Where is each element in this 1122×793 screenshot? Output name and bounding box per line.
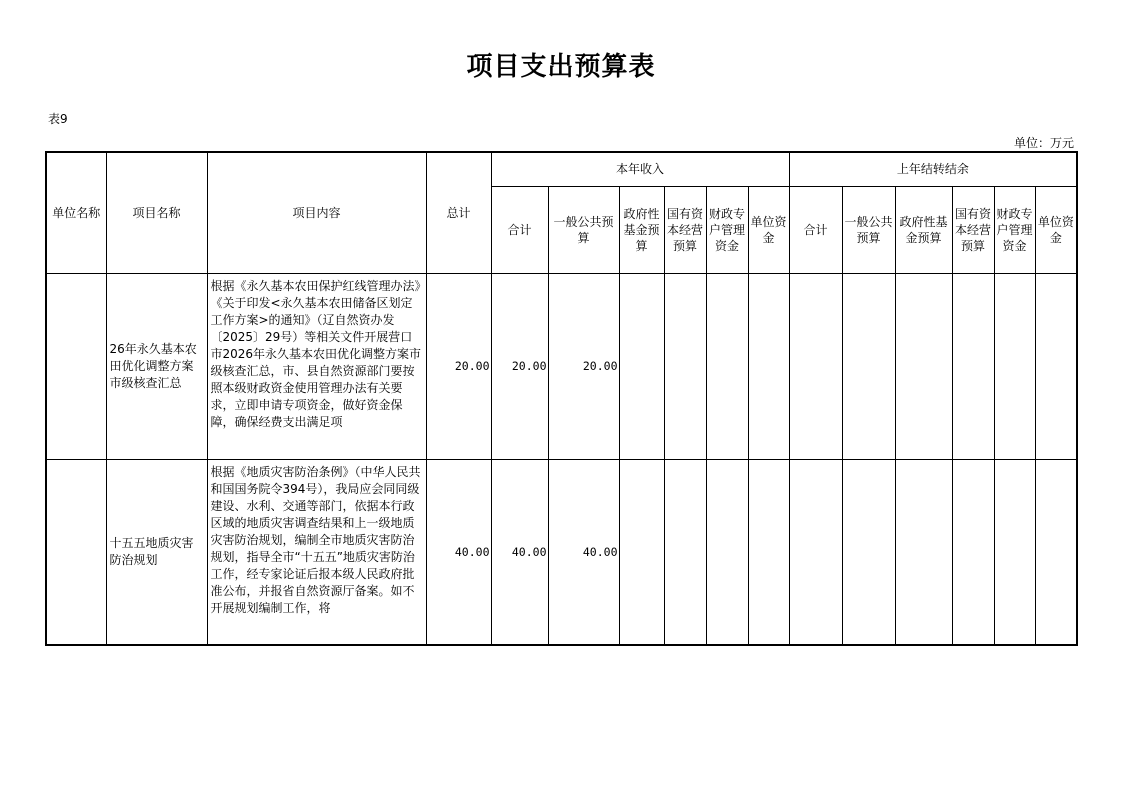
header-total: 总计 (426, 152, 491, 273)
header-income-state-capital: 国有资本经营预算 (664, 186, 706, 273)
header-current-year-income: 本年收入 (491, 152, 789, 186)
header-unit-name: 单位名称 (46, 152, 106, 273)
page-title: 项目支出预算表 (466, 52, 656, 82)
header-project-content: 项目内容 (207, 152, 426, 273)
table-row (46, 273, 1077, 459)
header-income-unit-funds: 单位资金 (748, 186, 789, 273)
cell-income-state-capital (664, 273, 706, 459)
header-carryover-subtotal: 合计 (789, 186, 842, 273)
cell-carryover-gov-fund (895, 459, 952, 645)
header-carryover-state-capital: 国有资本经营预算 (952, 186, 994, 273)
header-income-subtotal: 合计 (491, 186, 548, 273)
table-number: 表9 (48, 112, 68, 126)
cell-carryover-gov-fund (895, 273, 952, 459)
cell-carryover-fiscal-special (994, 459, 1035, 645)
cell-income-unit-funds (748, 273, 789, 459)
cell-carryover-unit-funds (1035, 459, 1077, 645)
cell-income-general-public: 40.00 (548, 459, 619, 645)
cell-income-state-capital (664, 459, 706, 645)
budget-table (45, 151, 1078, 646)
cell-carryover-subtotal (789, 273, 842, 459)
cell-project-name: 十五五地质灾害防治规划 (106, 459, 207, 645)
header-previous-year-carryover: 上年结转结余 (789, 152, 1077, 186)
cell-project-content: 根据《地质灾害防治条例》（中华人民共和国国务院令394号），我局应会同同级建设、水利、交通等部门，依据本行政区域的地质灾害调查结果和上一级地质灾害防治规划，编制全市地质灾害防治规划，指导全市“十五五”地质灾害防治工作，经专家论证后报本级人民政府批准公布，并报省自然资源厅备案。如不开展规划编制工作，将 (207, 459, 426, 645)
cell-income-general-public: 20.00 (548, 273, 619, 459)
cell-carryover-subtotal (789, 459, 842, 645)
table-row (46, 459, 1077, 645)
cell-unit-name (46, 459, 106, 645)
header-carryover-general-public: 一般公共预算 (842, 186, 895, 273)
cell-total: 20.00 (426, 273, 491, 459)
cell-income-subtotal: 40.00 (491, 459, 548, 645)
cell-income-unit-funds (748, 459, 789, 645)
cell-carryover-unit-funds (1035, 273, 1077, 459)
cell-carryover-fiscal-special (994, 273, 1035, 459)
header-carryover-unit-funds: 单位资金 (1035, 186, 1077, 273)
header-income-fiscal-special: 财政专户管理资金 (706, 186, 748, 273)
cell-project-content: 根据《永久基本农田保护红线管理办法》《关于印发<永久基本农田储备区划定工作方案>的通知》（辽自然资办发〔2025〕29号）等相关文件开展营口市2026年永久基本农田优化调整方案市级核查汇总，市、县自然资源部门要按照本级财政资金使用管理办法有关要求，立即申请专项资金，做好资金保障，确保经费支出满足项 (207, 273, 426, 459)
unit-label: 单位：万元 (1013, 136, 1074, 150)
cell-income-fiscal-special (706, 459, 748, 645)
cell-carryover-general-public (842, 459, 895, 645)
cell-income-subtotal: 20.00 (491, 273, 548, 459)
cell-carryover-state-capital (952, 459, 994, 645)
cell-income-gov-fund (619, 459, 664, 645)
cell-income-fiscal-special (706, 273, 748, 459)
cell-carryover-general-public (842, 273, 895, 459)
header-carryover-fiscal-special: 财政专户管理资金 (994, 186, 1035, 273)
cell-project-name: 26年永久基本农田优化调整方案市级核查汇总 (106, 273, 207, 459)
header-project-name: 项目名称 (106, 152, 207, 273)
cell-total: 40.00 (426, 459, 491, 645)
header-income-gov-fund: 政府性基金预算 (619, 186, 664, 273)
cell-unit-name (46, 273, 106, 459)
header-carryover-gov-fund: 政府性基金预算 (895, 186, 952, 273)
cell-carryover-state-capital (952, 273, 994, 459)
cell-income-gov-fund (619, 273, 664, 459)
header-income-general-public: 一般公共预算 (548, 186, 619, 273)
